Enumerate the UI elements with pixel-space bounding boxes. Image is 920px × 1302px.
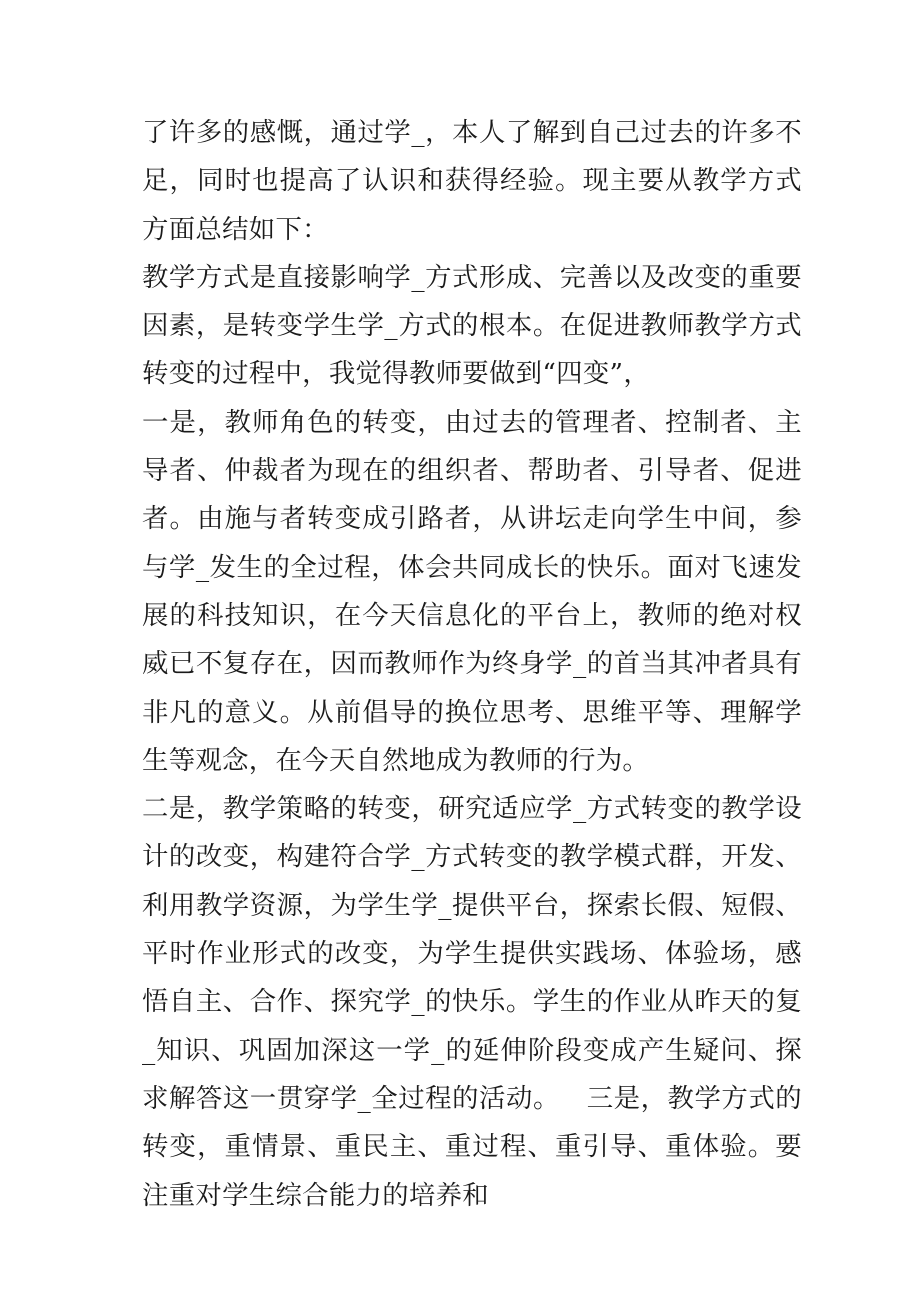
paragraph-teaching-method: 教学方式是直接影响学_方式形成、完善以及改变的重要因素，是转变学生学_方式的根本。在促进教师教学方式转变的过程中，我觉得教师要做到“四变”， <box>142 261 802 390</box>
paragraph-role-change: 一是，教师角色的转变，由过去的管理者、控制者、主导者、仲裁者为现在的组织者、帮助者、引导者、促进者。由施与者转变成引路者，从讲坛走向学生中间，参与学_发生的全过程，体会共同成长的快乐。面对飞速发展的科技知识，在今天信息化的平台上，教师的绝对权威已不复存在，因而教师作为终身学_的首当其冲者具有非凡的意义。从前倡导的换位思考、思维平等、理解学生等观念，在今天自然地成为教师的行为。 <box>142 406 802 776</box>
document-body <box>142 109 802 1220</box>
paragraph-strategy-change: 二是，教学策略的转变，研究适应学_方式转变的教学设计的改变，构建符合学_方式转变的教学模式群，开发、利用教学资源，为学生学_提供平台，探索长假、短假、平时作业形式的改变，为学生提供实践场、体验场，感悟自主、合作、探究学_的快乐。学生的作业从昨天的复_知识、巩固加深这一学_的延伸阶段变成产生疑问、探求解答这一贯穿学_全过程的活动。 三是，教学方式的转变，重情景、重民主、重过程、重引导、重体验。要注重对学生综合能力的培养和 <box>142 793 802 1211</box>
paragraph-intro: 了许多的感慨，通过学_，本人了解到自己过去的许多不足，同时也提高了认识和获得经验。现主要从教学方式方面总结如下： <box>142 117 802 245</box>
